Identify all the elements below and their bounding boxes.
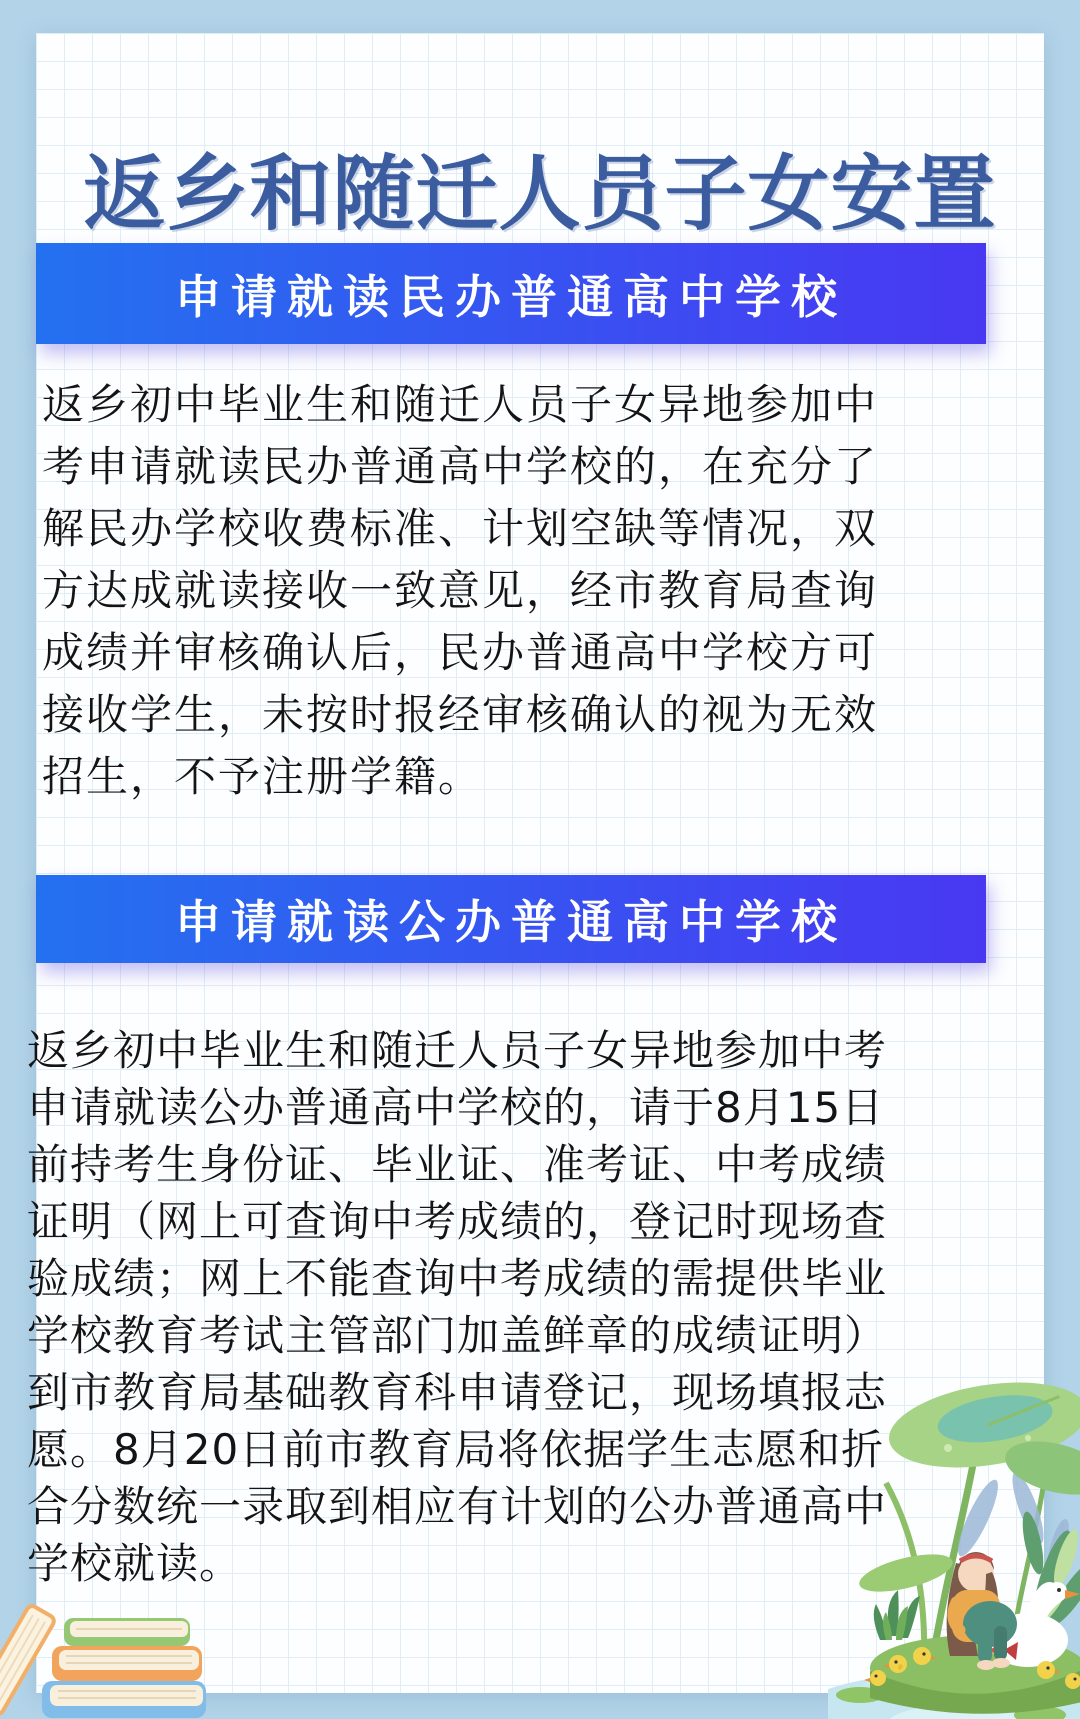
- paragraph-line: 考申请就读民办普通高中学校的，在充分了: [42, 442, 879, 491]
- books-illustration: [0, 1598, 235, 1719]
- paragraph-line: 成绩并审核确认后，民办普通高中学校方可: [42, 628, 879, 677]
- page-title: 返乡和随迁人员子女安置: [83, 146, 997, 242]
- paragraph-line: 返乡初中毕业生和随迁人员子女异地参加中: [42, 380, 879, 429]
- paragraph-line: 合分数统一录取到相应有计划的公办普通高中: [27, 1482, 888, 1531]
- paragraph-line: 申请就读公办普通高中学校的，请于8月15日: [27, 1083, 885, 1132]
- paragraph-line: 接收学生，未按时报经审核确认的视为无效: [42, 690, 879, 739]
- paragraph-line: 证明（网上可查询中考成绩的，登记时现场查: [27, 1197, 888, 1246]
- paragraph-line: 学校教育考试主管部门加盖鲜章的成绩证明）: [27, 1311, 888, 1360]
- paragraph-line: 前持考生身份证、毕业证、准考证、中考成绩: [27, 1140, 888, 1189]
- section-banner-public-school: [36, 875, 986, 963]
- paragraph-line: 验成绩；网上不能查询中考成绩的需提供毕业: [27, 1254, 888, 1303]
- paragraph-line: 愿。8月20日前市教育局将依据学生志愿和折: [27, 1425, 885, 1474]
- section-banner-label: 申请就读公办普通高中学校: [175, 895, 847, 949]
- section-banner-label: 申请就读民办普通高中学校: [175, 269, 847, 324]
- paragraph-line: 招生，不予注册学籍。: [42, 752, 483, 801]
- paragraph-line: 解民办学校收费标准、计划空缺等情况，双: [42, 504, 879, 553]
- paragraph-line: 学校就读。: [27, 1539, 243, 1588]
- paragraph-public-school: [27, 1022, 887, 1592]
- paragraph-line: 方达成就读接收一致意见，经市教育局查询: [42, 566, 879, 615]
- paragraph-private-school: [42, 374, 878, 808]
- paragraph-line: 返乡初中毕业生和随迁人员子女异地参加中考: [27, 1026, 888, 1075]
- paragraph-line: 到市教育局基础教育科申请登记，现场填报志: [27, 1368, 888, 1417]
- section-banner-private-school: [36, 243, 986, 344]
